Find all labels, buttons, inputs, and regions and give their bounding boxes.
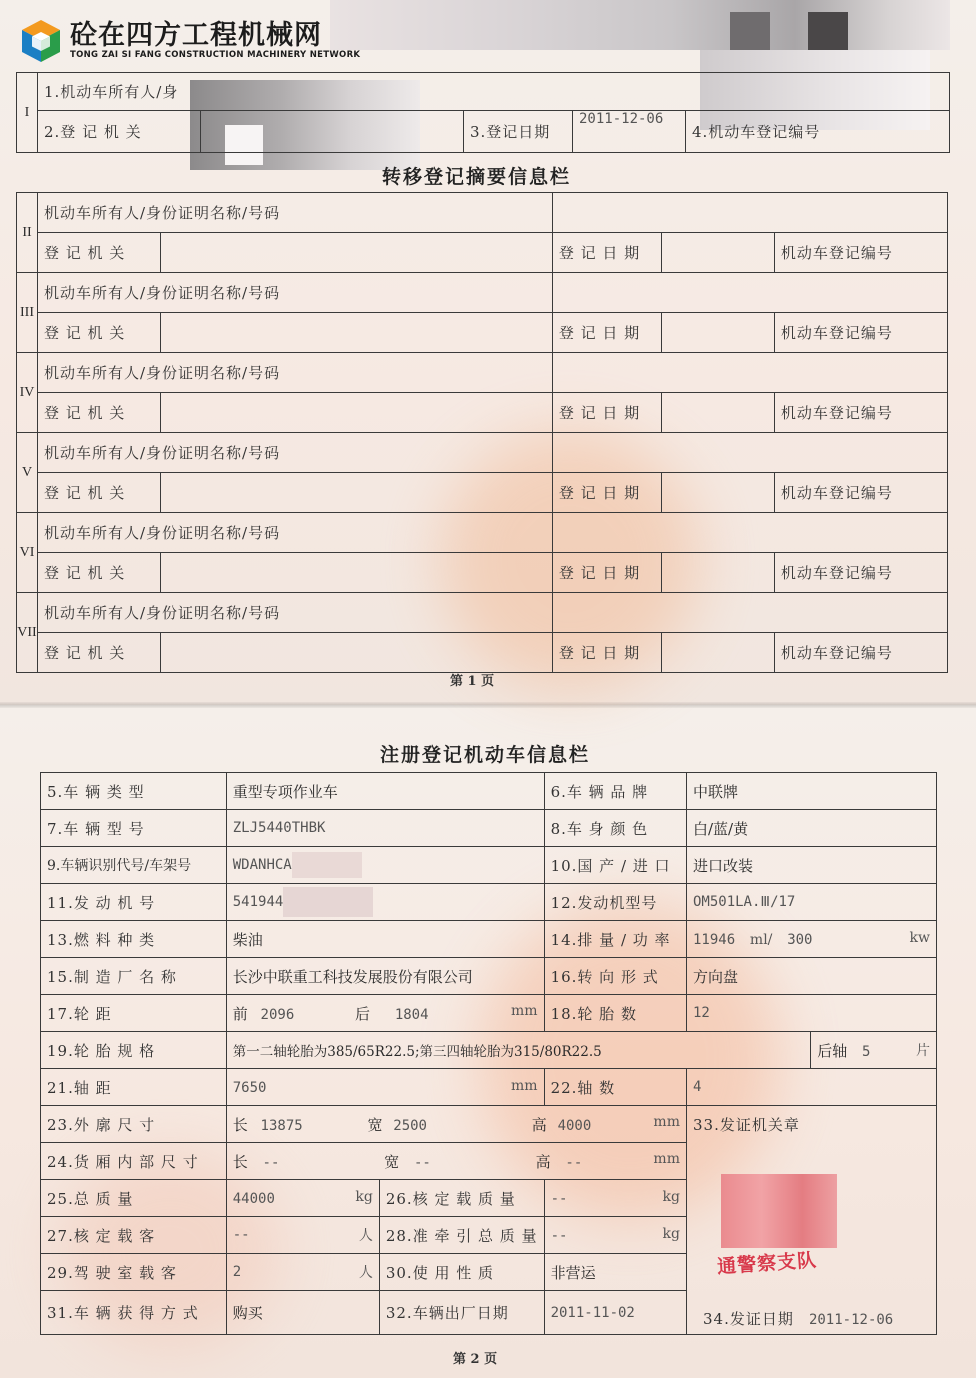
vehicle-type-value: 重型专项作业车 xyxy=(226,773,544,810)
cargo-dimensions-label: 24.货 厢 内 部 尺 寸 xyxy=(41,1143,227,1180)
owner-label: 1.机动车所有人/身 xyxy=(38,73,950,111)
row-numeral: II xyxy=(17,193,38,273)
number-label: 机动车登记编号 xyxy=(774,313,947,353)
privacy-mosaic xyxy=(292,852,362,878)
rated-passengers-label: 27.核 定 载 客 xyxy=(41,1217,227,1254)
wheelbase-label: 21.轴 距 xyxy=(41,1069,227,1106)
rear-axle-value: 后轴 5 片 xyxy=(811,1032,937,1069)
date-label: 登 记 日 期 xyxy=(552,553,661,593)
seal-label: 33.发证机关章 xyxy=(692,1116,800,1134)
row-numeral: III xyxy=(17,273,38,353)
date-label: 登 记 日 期 xyxy=(552,473,661,513)
engine-model-label: 12.发动机型号 xyxy=(544,884,686,921)
transfer-owner-row xyxy=(17,593,948,633)
transfer-owner-row xyxy=(17,353,948,393)
date-label: 登 记 日 期 xyxy=(552,233,661,273)
owner-value xyxy=(552,513,947,553)
owner-label: 机动车所有人/身份证明名称/号码 xyxy=(38,433,553,473)
date-value xyxy=(661,553,774,593)
number-label: 机动车登记编号 xyxy=(774,473,947,513)
track-label: 17.轮 距 xyxy=(41,995,227,1032)
section-one-table xyxy=(16,72,950,153)
authority-label: 2.登 记 机 关 xyxy=(38,111,201,153)
owner-value xyxy=(552,593,947,633)
registration-section-title: 注册登记机动车信息栏 xyxy=(380,744,591,766)
steering-label: 16.转 向 形 式 xyxy=(544,958,686,995)
registration-table xyxy=(40,772,937,1335)
date-value xyxy=(661,473,774,513)
issue-date xyxy=(703,1308,893,1329)
acquisition-label: 31.车 辆 获 得 方 式 xyxy=(41,1291,227,1335)
authority-label: 登 记 机 关 xyxy=(38,633,161,673)
owner-value xyxy=(552,273,947,313)
axle-count-value: 4 xyxy=(686,1069,936,1106)
transfer-registration-row xyxy=(17,393,948,433)
origin-label: 10.国 产 / 进 口 xyxy=(544,847,686,884)
vin-label: 9.车辆识别代号/车架号 xyxy=(41,847,227,884)
authority-value xyxy=(201,111,464,153)
date-value xyxy=(661,313,774,353)
authority-label: 登 记 机 关 xyxy=(38,313,161,353)
number-label: 机动车登记编号 xyxy=(774,633,947,673)
cargo-dimensions-value: 长 -- 宽 -- 高 -- mm xyxy=(226,1143,686,1180)
issue-date-value: 2011-12-06 xyxy=(808,1312,894,1328)
tow-mass-label: 28.准 牵 引 总 质 量 xyxy=(379,1217,544,1254)
vehicle-model-value: ZLJ5440THBK xyxy=(226,810,544,847)
vehicle-type-label: 5.车 辆 类 型 xyxy=(41,773,227,810)
outer-dimensions-value: 长 13875 宽 2500 高 4000 mm xyxy=(226,1106,686,1143)
manufacturer-value: 长沙中联重工科技发展股份有限公司 xyxy=(226,958,544,995)
transfer-registration-row xyxy=(17,233,948,273)
displacement-value: 11946 ml/ 300 kw xyxy=(686,921,936,958)
authority-value xyxy=(161,553,553,593)
tire-spec-label: 19.轮 胎 规 格 xyxy=(41,1032,227,1069)
number-label: 机动车登记编号 xyxy=(774,393,947,433)
row-numeral: V xyxy=(17,433,38,513)
date-label: 登 记 日 期 xyxy=(552,313,661,353)
fuel-type-label: 13.燃 料 种 类 xyxy=(41,921,227,958)
rated-load-value: -- kg xyxy=(544,1180,686,1217)
acquisition-value: 购买 xyxy=(226,1291,379,1335)
issue-date-label: 34.发证日期 xyxy=(703,1310,794,1328)
owner-value xyxy=(552,353,947,393)
tow-mass-value: -- kg xyxy=(544,1217,686,1254)
privacy-mosaic xyxy=(283,887,373,917)
number-label: 4.机动车登记编号 xyxy=(686,111,950,153)
page-fold xyxy=(0,702,976,708)
privacy-mosaic xyxy=(730,12,770,52)
tire-spec-value: 第一二轴轮胎为385/65R22.5;第三四轴轮胎为315/80R22.5 xyxy=(226,1032,811,1069)
row-numeral: VII xyxy=(17,593,38,673)
authority-label: 登 记 机 关 xyxy=(38,233,161,273)
transfer-registration-row xyxy=(17,553,948,593)
gross-mass-label: 25.总 质 量 xyxy=(41,1180,227,1217)
rated-passengers-value: -- 人 xyxy=(226,1217,379,1254)
tire-count-label: 18.轮 胎 数 xyxy=(544,995,686,1032)
origin-value: 进口改装 xyxy=(686,847,936,884)
usage-value: 非营运 xyxy=(544,1254,686,1291)
factory-date-label: 32.车辆出厂日期 xyxy=(379,1291,544,1335)
steering-value: 方向盘 xyxy=(686,958,936,995)
usage-label: 30.使 用 性 质 xyxy=(379,1254,544,1291)
owner-label: 机动车所有人/身份证明名称/号码 xyxy=(38,273,553,313)
authority-value xyxy=(161,473,553,513)
engine-number-value: 541944 xyxy=(226,884,544,921)
page-number: 第 2 页 xyxy=(453,1352,498,1367)
factory-date-value: 2011-11-02 xyxy=(544,1291,686,1335)
authority-value xyxy=(161,233,553,273)
authority-label: 登 记 机 关 xyxy=(38,553,161,593)
body-color-value: 白/蓝/黄 xyxy=(686,810,936,847)
privacy-mosaic xyxy=(721,1174,837,1248)
authority-label: 登 记 机 关 xyxy=(38,473,161,513)
vehicle-model-label: 7.车 辆 型 号 xyxy=(41,810,227,847)
owner-value xyxy=(552,193,947,233)
stamp-text: 通警察支队 xyxy=(716,1249,818,1279)
owner-value xyxy=(552,433,947,473)
official-stamp xyxy=(716,1174,837,1279)
engine-number-label: 11.发 动 机 号 xyxy=(41,884,227,921)
transfer-owner-row xyxy=(17,433,948,473)
authority-label: 登 记 机 关 xyxy=(38,393,161,433)
transfer-registration-row xyxy=(17,473,948,513)
authority-value xyxy=(161,633,553,673)
authority-value xyxy=(161,313,553,353)
number-label: 机动车登记编号 xyxy=(774,233,947,273)
manufacturer-label: 15.制 造 厂 名 称 xyxy=(41,958,227,995)
page-number: 第 1 页 xyxy=(450,674,495,689)
track-value: 前 2096 后 1804 mm xyxy=(226,995,544,1032)
cube-logo-icon xyxy=(18,18,64,64)
transfer-section-title: 转移登记摘要信息栏 xyxy=(382,166,572,188)
row-numeral: VI xyxy=(17,513,38,593)
row-numeral: I xyxy=(17,73,38,153)
rated-load-label: 26.核 定 载 质 量 xyxy=(379,1180,544,1217)
privacy-mosaic xyxy=(330,0,950,50)
owner-label: 机动车所有人/身份证明名称/号码 xyxy=(38,193,553,233)
authority-value xyxy=(161,393,553,433)
date-label: 登 记 日 期 xyxy=(552,633,661,673)
fuel-type-value: 柴油 xyxy=(226,921,544,958)
row-numeral: IV xyxy=(17,353,38,433)
displacement-label: 14.排 量 / 功 率 xyxy=(544,921,686,958)
transfer-owner-row xyxy=(17,513,948,553)
axle-count-label: 22.轴 数 xyxy=(544,1069,686,1106)
owner-label: 机动车所有人/身份证明名称/号码 xyxy=(38,353,553,393)
tire-count-value: 12 xyxy=(686,995,936,1032)
wheelbase-value: 7650 mm xyxy=(226,1069,544,1106)
watermark-subtitle: TONG ZAI SI FANG CONSTRUCTION MACHINERY NETWORK xyxy=(70,50,361,60)
transfer-owner-row xyxy=(17,273,948,313)
cab-passengers-label: 29.驾 驶 室 载 客 xyxy=(41,1254,227,1291)
number-label: 机动车登记编号 xyxy=(774,553,947,593)
owner-label: 机动车所有人/身份证明名称/号码 xyxy=(38,513,553,553)
transfer-owner-row xyxy=(17,193,948,233)
transfer-table xyxy=(16,192,948,673)
outer-dimensions-label: 23.外 廓 尺 寸 xyxy=(41,1106,227,1143)
issuing-authority-seal xyxy=(686,1106,936,1335)
transfer-registration-row xyxy=(17,313,948,353)
vehicle-brand-value: 中联牌 xyxy=(686,773,936,810)
vin-value: WDANHCA xyxy=(226,847,544,884)
privacy-mosaic xyxy=(808,12,848,52)
watermark-title: 砼在四方工程机械网 xyxy=(70,20,322,51)
date-label: 3.登记日期 xyxy=(464,111,573,153)
cab-passengers-value: 2 人 xyxy=(226,1254,379,1291)
gross-mass-value: 44000 kg xyxy=(226,1180,379,1217)
watermark-logo xyxy=(18,18,360,64)
vehicle-brand-label: 6.车 辆 品 牌 xyxy=(544,773,686,810)
date-value xyxy=(661,633,774,673)
engine-model-value: OM501LA.Ⅲ/17 xyxy=(686,884,936,921)
transfer-registration-row xyxy=(17,633,948,673)
body-color-label: 8.车 身 颜 色 xyxy=(544,810,686,847)
date-label: 登 记 日 期 xyxy=(552,393,661,433)
date-value: 2011-12-06 xyxy=(573,111,686,153)
owner-label: 机动车所有人/身份证明名称/号码 xyxy=(38,593,553,633)
date-value xyxy=(661,233,774,273)
date-value xyxy=(661,393,774,433)
